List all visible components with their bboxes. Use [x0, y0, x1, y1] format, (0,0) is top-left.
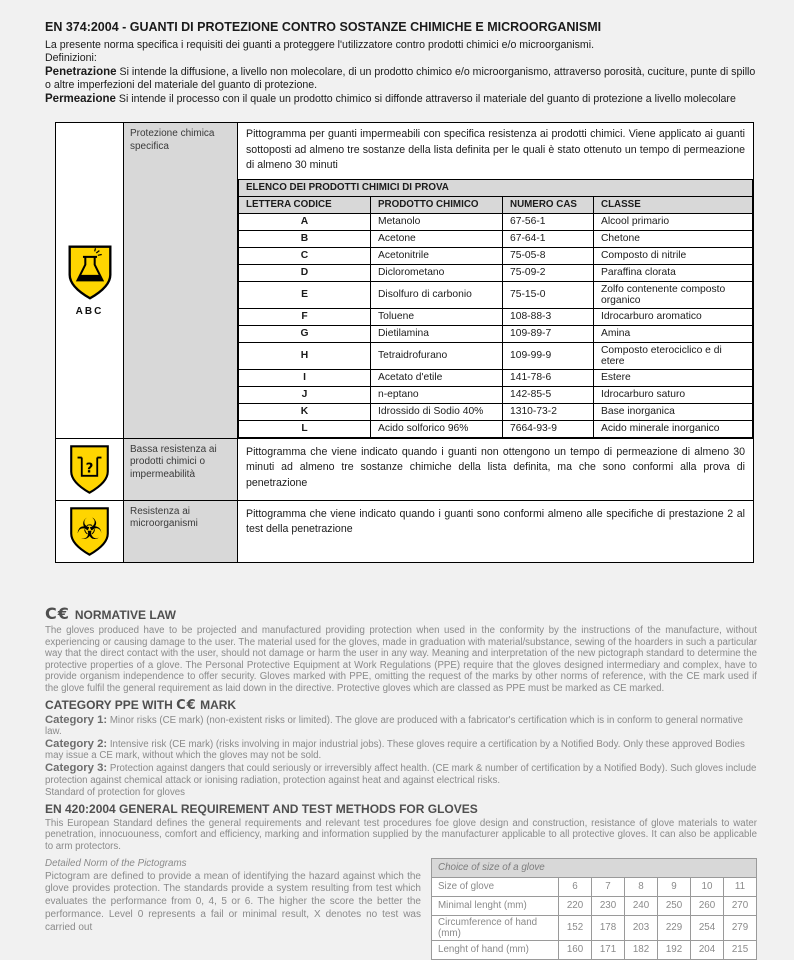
table-row	[432, 940, 757, 959]
definition-text: Si intende il processo con il quale un prodotto chimico si diffonde attraverso il materiale del guanto di protezione a livello molecolare	[118, 92, 736, 105]
table-row	[239, 369, 753, 386]
size-table-title: Choice of size of a glove	[432, 858, 757, 877]
cas-cell: 142-85-5	[503, 386, 594, 403]
product-cell: Acetonitrile	[371, 247, 503, 264]
product-cell: n-eptano	[371, 386, 503, 403]
row-description: Pittogramma che viene indicato quando i guanti sono conformi almeno alle specifiche di prestazione 2 al test della penetrazione	[246, 507, 745, 536]
column-header: PRODOTTO CHIMICO	[371, 196, 503, 213]
cas-cell: 141-78-6	[503, 369, 594, 386]
table-row	[239, 213, 753, 230]
row-content	[238, 439, 753, 500]
pictograms-title: Detailed Norm of the Pictograms	[45, 857, 187, 869]
value-cell: 254	[691, 915, 724, 940]
category-2-line	[45, 739, 757, 762]
definition-term: Permeazione	[45, 92, 116, 105]
definition-penetrazione	[45, 66, 757, 93]
cas-cell: 1310-73-2	[503, 403, 594, 420]
cas-cell: 75-09-2	[503, 264, 594, 281]
product-cell: Toluene	[371, 308, 503, 325]
code-cell: F	[239, 308, 371, 325]
category-1-line	[45, 715, 757, 738]
table-row	[239, 264, 753, 281]
value-cell: 7	[592, 877, 625, 896]
class-cell: Idrocarburo saturo	[594, 386, 753, 403]
normative-law-section	[45, 604, 757, 960]
chemical-flask-shield-icon	[65, 243, 115, 302]
code-cell: E	[239, 281, 371, 308]
category-label: Category 3:	[45, 761, 108, 774]
category-ppe-heading	[45, 698, 757, 713]
code-cell: C	[239, 247, 371, 264]
intro-text: La presente norma specifica i requisiti dei guanti a proteggere l'utilizzatore contro prodotti chimici e/o microorganismi.	[45, 39, 595, 51]
table-row	[239, 247, 753, 264]
low-chemical-resistance-shield-icon	[67, 443, 112, 496]
normative-law-paragraph: The gloves produced have to be projected and manufactured providing protection when used in the conformity by the instructions of the manufacture, without experiencing or causing damage to the user. The material used for the gloves, made in graduation with material/substance, sewing of the hoarders in such a particular way that the direct contact with the user, should not damage or harm the user in any way. Meaning and interpretation of the new pictograph standard to determine the protective properties of a glove. The Personal Protective Equipment at Work Regulations (PPE) require that the gloves designed intermediary and complex, have to provide organism independence to offer security. Gloves marked with PPE, omitting the request of the marks by other norms of reference, with the CE mark used if the glove fulfil the general requirement as laid down in the directive. Protective gloves which are classed as PPE must be marked as CE marked.	[45, 625, 757, 694]
value-cell: 230	[592, 896, 625, 915]
product-cell: Disolfuro di carbonio	[371, 281, 503, 308]
value-cell: 229	[658, 915, 691, 940]
category-text: Protection against dangers that could seriously or irreversibly affect health. (CE mark & number of certification by a Notified Body). Such gloves include protection against chemical attack or ionising radiation, protection against heat and against electrical risks.	[45, 762, 757, 786]
row-header: Lenght of hand (mm)	[432, 940, 559, 959]
pictogram-cell	[56, 501, 124, 562]
value-cell: 6	[559, 877, 592, 896]
category-3-line	[45, 763, 757, 786]
definitions-label: Definizioni:	[45, 52, 97, 65]
value-cell: 215	[724, 940, 757, 959]
cas-cell: 109-99-9	[503, 342, 594, 369]
cas-cell: 75-05-8	[503, 247, 594, 264]
table-row	[432, 877, 757, 896]
table-row	[239, 403, 753, 420]
table-row	[239, 308, 753, 325]
cas-cell: 7664-93-9	[503, 420, 594, 437]
definition-text: Si intende la diffusione, a livello non molecolare, di un prodotto chimico e/o microorganismo, attraverso porosità, cuciture, punte di spillo o altre imperfezioni del materiale del guanto di protezione.	[45, 65, 756, 92]
code-cell: A	[239, 213, 371, 230]
row-description: Pittogramma per guanti impermeabili con specifica resistenza ai prodotti chimici. Viene applicato ai guanti sottoposti ad almeno tre sostanze della lista definita per le quali è stato ottenuto un tempo di permeazione di almeno 30 minuti	[246, 128, 745, 172]
table-row	[432, 915, 757, 940]
biohazard-shield-icon	[67, 505, 112, 558]
value-cell: 178	[592, 915, 625, 940]
category-label: Category 2:	[45, 737, 108, 750]
product-cell: Dietilamina	[371, 325, 503, 342]
standard-protection-line: Standard of protection for gloves	[45, 787, 186, 799]
bottom-columns	[45, 858, 757, 960]
table-title-row	[239, 179, 753, 196]
class-cell: Amina	[594, 325, 753, 342]
product-cell: Acido solforico 96%	[371, 420, 503, 437]
value-cell: 250	[658, 896, 691, 915]
page-title: EN 374:2004 - GUANTI DI PROTEZIONE CONTRO SOSTANZE CHIMICHE E MICROORGANISMI	[45, 20, 602, 34]
row-header: Circumference of hand (mm)	[432, 915, 559, 940]
class-cell: Composto eterociclico e di etere	[594, 342, 753, 369]
product-cell: Acetone	[371, 230, 503, 247]
pictograms-column	[45, 858, 421, 960]
table-title-row	[432, 858, 757, 877]
column-header: NUMERO CAS	[503, 196, 594, 213]
ce-mark-icon: C€	[176, 697, 197, 713]
row-label: Bassa resistenza ai prodotti chimici o impermeabilità	[124, 439, 238, 500]
row-header: Minimal lenght (mm)	[432, 896, 559, 915]
code-cell: L	[239, 420, 371, 437]
value-cell: 152	[559, 915, 592, 940]
value-cell: 160	[559, 940, 592, 959]
table-row	[239, 420, 753, 437]
pictograms-text: Pictogram are defined to provide a mean of identifying the hazard against which the glove provides protection. The standards provide a system resulting from test which evaluates the performance from 0, 4, 5 or 6. The higher the score the better the performance. Level 0 represents a fail or minimal result, X denotes no test was carried out	[45, 870, 421, 933]
code-cell: I	[239, 369, 371, 386]
product-cell: Idrossido di Sodio 40%	[371, 403, 503, 420]
cas-cell: 108-88-3	[503, 308, 594, 325]
column-header: CLASSE	[594, 196, 753, 213]
row-description: Pittogramma che viene indicato quando i guanti non ottengono un tempo di permeazione di almeno 30 minuti ad almeno tre sostanze chimiche della lista definita, ma che sono conformi alla prova di penetrazione	[246, 445, 745, 489]
product-cell: Metanolo	[371, 213, 503, 230]
question-mark-glyph: ?	[85, 461, 94, 477]
class-cell: Paraffina clorata	[594, 264, 753, 281]
definition-term: Penetrazione	[45, 65, 117, 78]
value-cell: 279	[724, 915, 757, 940]
normative-law-heading	[45, 604, 757, 623]
row-content	[238, 123, 753, 438]
table-row-microorganisms	[56, 500, 753, 562]
category-text: Intensive risk (CE mark) (risks involving in major industrial jobs). These gloves require a certification by a Notified Body. Only these approved Bodies may issue a CE mark, without which the gloves may not be sold.	[45, 738, 745, 762]
value-cell: 10	[691, 877, 724, 896]
code-cell: H	[239, 342, 371, 369]
cas-cell: 109-89-7	[503, 325, 594, 342]
definition-permeazione	[45, 93, 757, 106]
product-cell: Acetato d'etile	[371, 369, 503, 386]
document-header	[45, 20, 757, 106]
code-cell: G	[239, 325, 371, 342]
category-label: Category 1:	[45, 713, 108, 726]
product-cell: Tetraidrofurano	[371, 342, 503, 369]
code-cell: J	[239, 386, 371, 403]
cas-cell: 67-56-1	[503, 213, 594, 230]
heading-text: CATEGORY PPE WITH	[45, 697, 173, 712]
cas-cell: 67-64-1	[503, 230, 594, 247]
value-cell: 182	[625, 940, 658, 959]
table-row	[239, 342, 753, 369]
heading-text: MARK	[200, 697, 237, 712]
table-row-low-resistance	[56, 438, 753, 500]
protection-pictogram-table	[55, 122, 754, 563]
pictogram-cell	[56, 439, 124, 500]
row-label: Protezione chimica specifica	[124, 123, 238, 438]
table-row	[239, 230, 753, 247]
pictogram-caption: ABC	[75, 306, 104, 318]
value-cell: 192	[658, 940, 691, 959]
class-cell: Idrocarburo aromatico	[594, 308, 753, 325]
row-content	[238, 501, 753, 562]
class-cell: Estere	[594, 369, 753, 386]
class-cell: Alcool primario	[594, 213, 753, 230]
row-header: Size of glove	[432, 877, 559, 896]
product-cell: Diclorometano	[371, 264, 503, 281]
code-cell: K	[239, 403, 371, 420]
class-cell: Zolfo contenente composto organico	[594, 281, 753, 308]
biohazard-glyph: ☣	[76, 512, 103, 547]
category-text: Minor risks (CE mark) (non-existent risks or limited). The glove are produced with a fabricator's certification which is in conform to general normative law.	[45, 714, 744, 738]
class-cell: Base inorganica	[594, 403, 753, 420]
pictogram-cell	[56, 123, 124, 438]
value-cell: 9	[658, 877, 691, 896]
class-cell: Acido minerale inorganico	[594, 420, 753, 437]
en420-paragraph: This European Standard defines the general requirements and relevant test procedures foe glove design and construction, resistance of glove materials to water penetration, innocuouness, comfort and efficiency, marking and information supplied by the manufacturer applicable to all protective gloves. It can also be applicable to arm protectors.	[45, 817, 757, 852]
value-cell: 171	[592, 940, 625, 959]
chemical-list-table	[238, 179, 753, 438]
table-row	[239, 281, 753, 308]
table-row	[239, 386, 753, 403]
table-header-row	[239, 196, 753, 213]
value-cell: 240	[625, 896, 658, 915]
glove-size-table	[431, 858, 757, 960]
value-cell: 220	[559, 896, 592, 915]
table-row-chemical-protection	[56, 123, 753, 438]
value-cell: 270	[724, 896, 757, 915]
en420-heading: EN 420:2004 GENERAL REQUIREMENT AND TEST METHODS FOR GLOVES	[45, 801, 478, 816]
table-row	[239, 325, 753, 342]
value-cell: 260	[691, 896, 724, 915]
size-table-column	[431, 858, 757, 960]
value-cell: 204	[691, 940, 724, 959]
value-cell: 11	[724, 877, 757, 896]
cas-cell: 75-15-0	[503, 281, 594, 308]
ce-mark-icon: C€	[45, 604, 70, 623]
class-cell: Composto di nitrile	[594, 247, 753, 264]
code-cell: D	[239, 264, 371, 281]
row-label: Resistenza ai microorganismi	[124, 501, 238, 562]
chemical-list-title: ELENCO DEI PRODOTTI CHIMICI DI PROVA	[239, 179, 753, 196]
heading-text: NORMATIVE LAW	[74, 608, 176, 622]
value-cell: 203	[625, 915, 658, 940]
code-cell: B	[239, 230, 371, 247]
class-cell: Chetone	[594, 230, 753, 247]
value-cell: 8	[625, 877, 658, 896]
column-header: LETTERA CODICE	[239, 196, 371, 213]
table-row	[432, 896, 757, 915]
